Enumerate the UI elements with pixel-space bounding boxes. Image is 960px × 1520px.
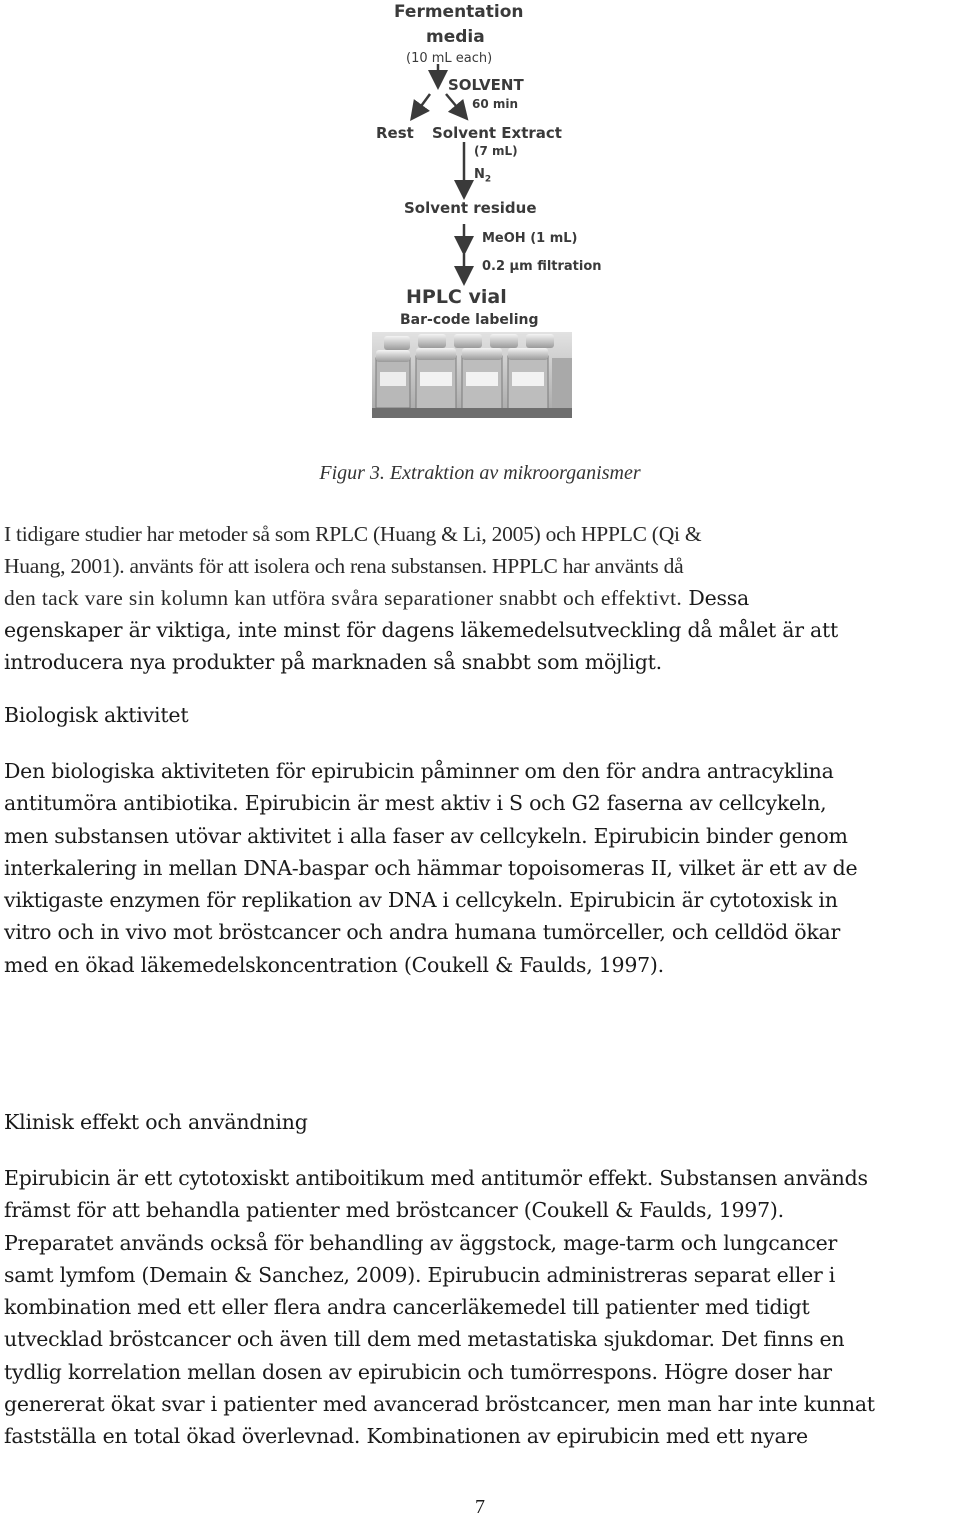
figure-caption: Figur 3. Extraktion av mikroorganismer xyxy=(319,462,641,484)
label-filtration: 0.2 µm filtration xyxy=(482,259,602,274)
paragraph-line: egenskaper är viktiga, inte minst för dagens läkemedelsutveckling då målet är att xyxy=(4,618,838,642)
paragraph-line: Epirubicin är ett cytotoxiskt antiboitikum med antitumör effekt. Substansen används xyxy=(4,1166,868,1190)
label-hplc-vial: HPLC vial xyxy=(406,286,507,308)
label-meoh: MeOH (1 mL) xyxy=(482,231,578,246)
label-solvent: SOLVENT xyxy=(448,76,524,94)
paragraph-clinical-effect xyxy=(4,1162,960,1453)
paragraph-line: introducera nya produkter på marknaden så snabbt som möjligt. xyxy=(4,650,662,674)
label-volume: (10 mL each) xyxy=(406,51,493,66)
arrow-to-rest xyxy=(416,94,430,113)
paragraph-line: fastställa en total ökad överlevnad. Kombinationen av epirubicin med ett nyare xyxy=(4,1424,808,1449)
extraction-flow-figure xyxy=(360,0,620,430)
label-n2: $N_2$ xyxy=(474,167,492,185)
label-extract-volume: (7 mL) xyxy=(474,144,518,158)
paragraph-line: vitro och in vivo mot bröstcancer och andra humana tumörceller, och celldöd ökar xyxy=(4,920,841,945)
paragraph-line: Den biologiska aktiviteten för epirubicin påminner om den för andra antracyklina xyxy=(4,759,834,783)
paragraph-line: Huang, 2001). använts för att isolera och rena substansen. HPPLC har använts då xyxy=(4,554,684,578)
paragraph-methods xyxy=(4,518,960,678)
label-solvent-residue: Solvent residue xyxy=(404,199,537,217)
paragraph-line: med en ökad läkemedelskoncentration (Coukell & Faulds, 1997). xyxy=(4,952,664,977)
paragraph-line: men substansen utövar aktivitet i alla faser av cellcykeln. Epirubicin binder genom xyxy=(4,823,848,848)
paragraph-line: genererat ökat svar i patienter med avancerad bröstcancer, men man har inte kunnat xyxy=(4,1392,875,1417)
section-heading-clinical-effect: Klinisk effekt och användning xyxy=(4,1110,308,1134)
hplc-vials-photo xyxy=(372,332,572,418)
section-heading-biological-activity: Biologisk aktivitet xyxy=(4,703,189,727)
label-fermentation: Fermentation xyxy=(394,2,524,22)
paragraph-line: den tack vare sin kolumn kan utföra svåra separationer snabbt och effektivt. Dessa xyxy=(4,586,749,610)
paragraph-line: viktigaste enzymen för replikation av DNA i cellcykeln. Epirubicin är cytotoxisk in xyxy=(4,888,838,913)
label-solvent-extract: Solvent Extract xyxy=(432,124,562,142)
page-number: 7 xyxy=(475,1496,485,1518)
paragraph-line: utvecklad bröstcancer och även till dem med metastatiska sjukdomar. Det finns en xyxy=(4,1327,845,1352)
paragraph-line: samt lymfom (Demain & Sanchez, 2009). Epirubucin administreras separat eller i xyxy=(4,1262,836,1287)
paragraph-line: interkalering in mellan DNA-baspar och hämmar topoisomeras II, vilket är ett av de xyxy=(4,855,858,880)
paragraph-line: främst för att behandla patienter med bröstcancer (Coukell & Faulds, 1997). xyxy=(4,1198,784,1223)
label-rest: Rest xyxy=(376,124,414,142)
label-time: 60 min xyxy=(472,97,519,111)
paragraph-biological-activity xyxy=(4,755,960,981)
paragraph-line: Preparatet används också för behandling av äggstock, mage-tarm och lungcancer xyxy=(4,1230,838,1255)
paragraph-line: antitumöra antibiotika. Epirubicin är mest aktiv i S och G2 faserna av cellcykeln, xyxy=(4,791,827,816)
paragraph-line: tydlig korrelation mellan dosen av epirubicin och tumörrespons. Högre doser har xyxy=(4,1359,832,1384)
arrow-to-extract xyxy=(446,94,462,113)
paragraph-line: I tidigare studier har metoder så som RPLC (Huang & Li, 2005) och HPPLC (Qi & xyxy=(4,522,702,546)
label-media: media xyxy=(426,27,485,47)
paragraph-line: kombination med ett eller flera andra cancerläkemedel till patienter med tidigt xyxy=(4,1295,810,1320)
label-barcode: Bar-code labeling xyxy=(400,312,539,328)
